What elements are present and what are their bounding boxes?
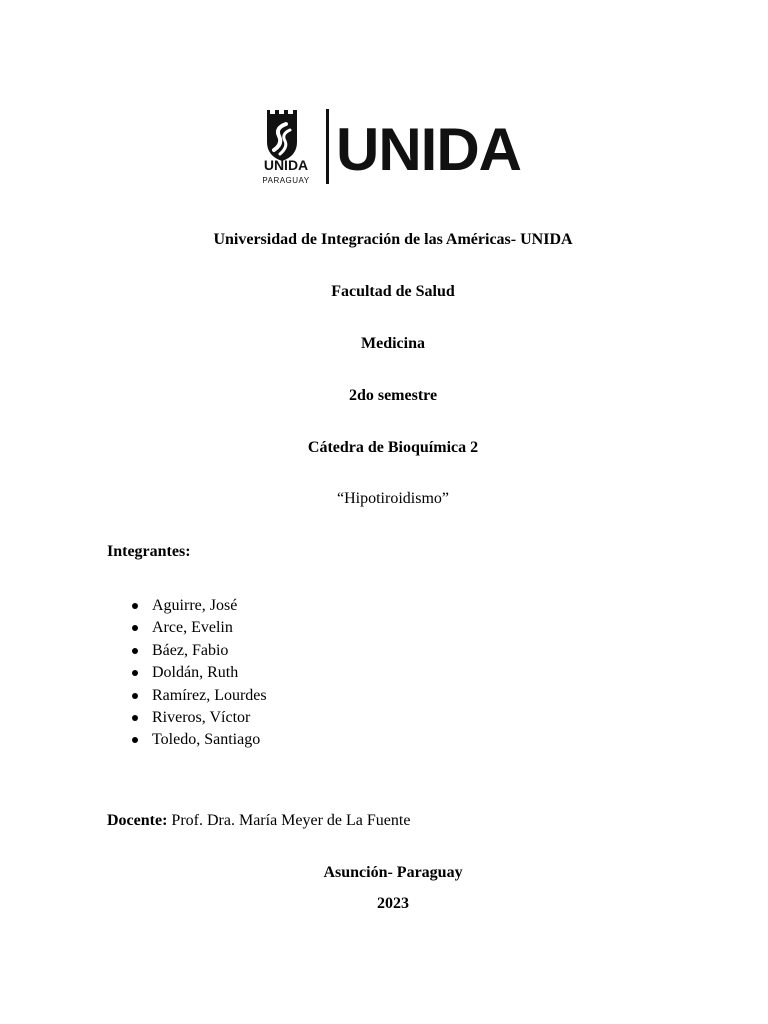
list-item [107, 595, 267, 617]
members-heading: Integrantes: [107, 543, 191, 560]
career-name: Medicina [361, 335, 425, 352]
list-item [107, 640, 267, 662]
teacher-name: Prof. Dra. María Meyer de La Fuente [171, 812, 411, 829]
bullet-icon [132, 737, 138, 743]
members-list [107, 595, 267, 752]
member-name: Riveros, Víctor [152, 708, 251, 726]
member-name: Doldán, Ruth [152, 664, 239, 682]
list-item [107, 662, 267, 684]
place: Asunción- Paraguay [323, 864, 463, 881]
member-name: Ramírez, Lourdes [152, 686, 267, 704]
bullet-icon [132, 603, 138, 609]
topic-title: “Hipotiroidismo” [337, 490, 449, 507]
bullet-icon [132, 715, 138, 721]
list-item [107, 707, 267, 729]
bullet-icon [132, 648, 138, 654]
teacher-label: Docente: [107, 812, 168, 829]
member-name: Báez, Fabio [152, 641, 229, 659]
member-name: Aguirre, José [152, 597, 238, 614]
logo-small-subtitle: PARAGUAY [262, 176, 310, 185]
list-item [107, 617, 267, 639]
logo-divider [326, 109, 329, 184]
member-name: Toledo, Santiago [152, 731, 261, 749]
shield-emblem [267, 110, 297, 161]
university-name: Universidad de Integración de las Américas- UNIDA [213, 231, 573, 248]
semester: 2do semestre [348, 387, 438, 404]
year: 2023 [377, 895, 409, 912]
list-item [107, 729, 267, 751]
bullet-icon [132, 693, 138, 699]
bullet-icon [132, 625, 138, 631]
faculty-name: Facultad de Salud [331, 283, 455, 300]
logo-small-wordmark: UNIDA [263, 157, 309, 173]
unida-logo [250, 106, 540, 190]
teacher-line [107, 811, 410, 831]
chair-name: Cátedra de Bioquímica 2 [307, 439, 479, 456]
bullet-icon [132, 670, 138, 676]
member-name: Arce, Evelin [152, 619, 233, 637]
logo-large-wordmark: UNIDA [336, 116, 521, 183]
list-item [107, 685, 267, 707]
